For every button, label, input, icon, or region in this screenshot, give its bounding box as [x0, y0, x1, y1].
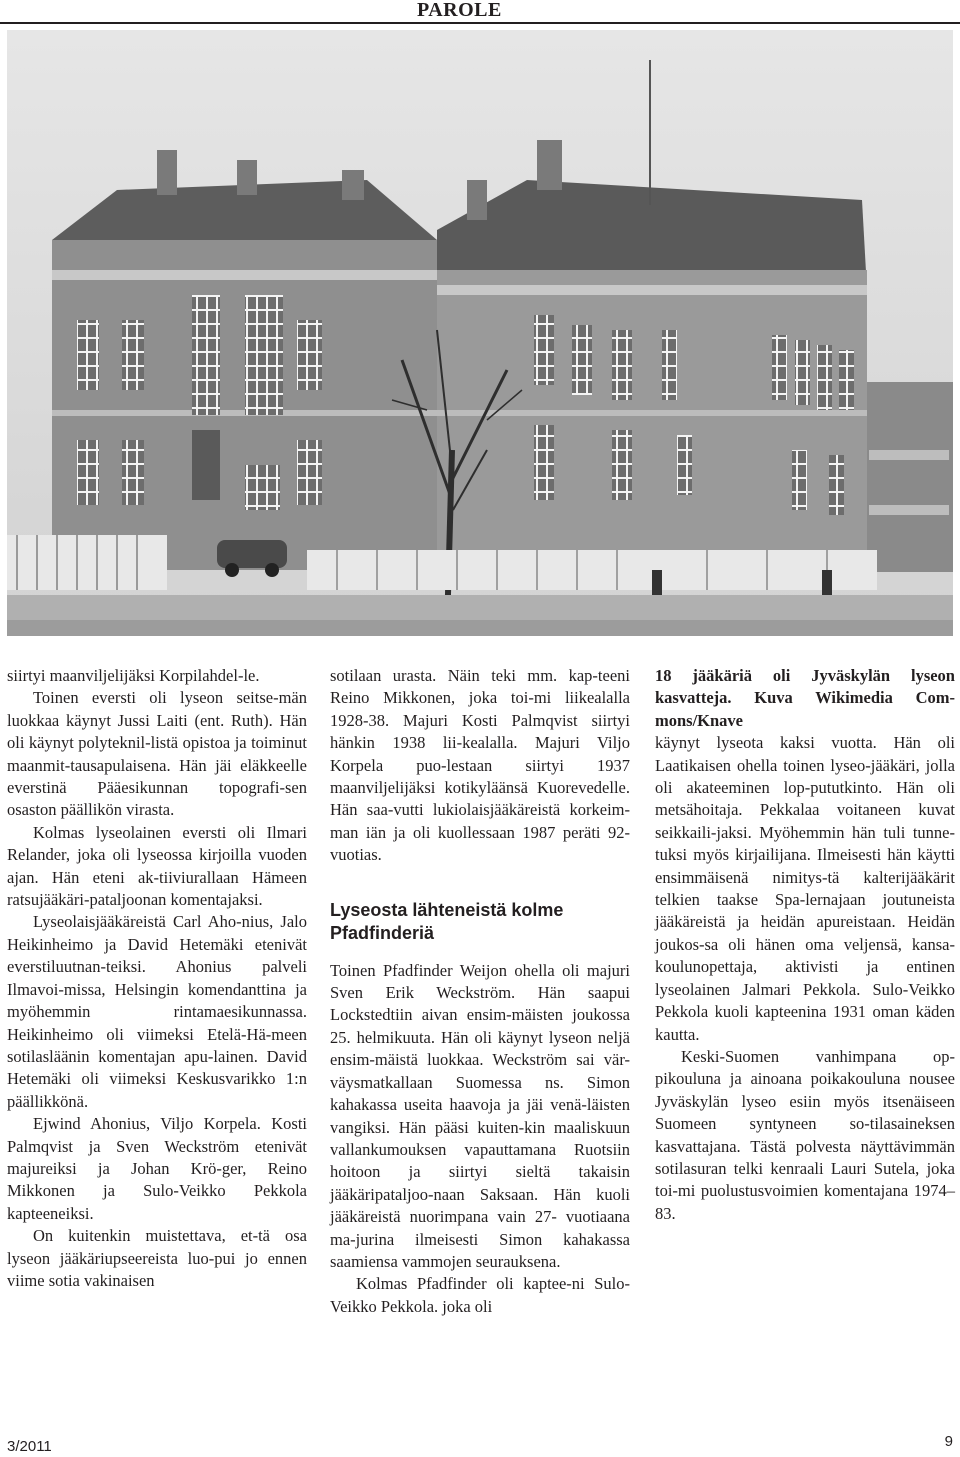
- paragraph: Lyseolaisjääkäreistä Carl Aho-nius, Jalo Heikinheimo ja David Hetemäki etenivät everstiluutnan-teiksi. Ahonius palveli Ilmavoi-missa, Helsingin komendanttina ja myöhemmin rintamaesikunnassa. Heikinheimo oli viimeksi Etelä-Hä-meen sotilasläänin komentajan apu-lainen. David Hetemäki oli viimeksi Keskusvarikko 1:n päällikkönä.: [7, 912, 307, 1111]
- magazine-title: PAROLE: [417, 0, 502, 21]
- page-number: 9: [944, 1433, 953, 1450]
- paragraph: On kuitenkin muistettava, et-tä osa lyseon jääkäriupseereista luo-pui jo ennen viime sotia vakinaisen: [7, 1226, 307, 1290]
- issue-number: 3/2011: [7, 1438, 52, 1455]
- paragraph: Kolmas lyseolainen eversti oli Ilmari Relander, joka oli lyseossa kirjoilla vuoden ajan. Hän eteni ak-tiiviurallaan Hämeen ratsujääkäri-pataljoonan komentajaksi.: [7, 822, 307, 910]
- building-photo: [7, 30, 953, 636]
- column-1: [7, 665, 307, 1292]
- section-heading: Lyseosta lähteneistä kolme Pfadfinderiä: [330, 899, 564, 943]
- paragraph: Ejwind Ahonius, Viljo Korpela. Kosti Palmqvist ja Sven Weckström etenivät majureiksi ja Johan Krö-ger, Reino Mikkonen ja Sulo-Veikko Pekkola kapteeneiksi.: [7, 1114, 307, 1223]
- paragraph: Keski-Suomen vanhimpana op-pikouluna ja ainoana poikakouluna nousee Jyväskylän lyseo esiin myös itsenäiseen Suomeen syntyneen so-tilasaineksen kasvattajana. Tästä polvesta näyttävimmän sotilasuran telki kenraali Lauri Sutela, joka toi-mi puolustusvoimien komentajana 1974–83.: [655, 1046, 955, 1223]
- paragraph: Toinen Pfadfinder Weijon ohella oli majuri Sven Erik Weckström. Hän saapui Lockstedtiin aivan ensim-mäisten joukossa 25. helmikuuta. Hän oli käynyt lyseon neljä ensim-mäistä luokkaa. Weckström sai vär-väysmatkallaan Suomessa ns. Simon kahakassa useita haavoja ja jäi venä-läisten vangiksi. Hän pääsi kuiten-kin maaliskuun vallankumouksen vapauttamana Ruotsiin hoitoon ja siirtyi sieltä takaisin jääkäripataljoo-naan Saksaan. Hän kuoli jääkäreistä nuorimpana vain 27- vuotiaana ma-jurina ilmeisesti Simon kahakassa saamiensa vammojen seurauksena.: [330, 960, 630, 1271]
- photo-caption: 18 jääkäriä oli Jyväskylän lyseon kasvatteja. Kuva Wikimedia Com-mons/Knave: [655, 666, 955, 730]
- paragraph: Kolmas Pfadfinder oli kaptee-ni Sulo-Veikko Pekkola. joka oli: [330, 1274, 630, 1316]
- paragraph: siirtyi maanviljelijäksi Korpilahdel-le.: [7, 666, 260, 685]
- paragraph: sotilaan urasta. Näin teki mm. kap-teeni Reino Mikkonen, joka toi-mi liikealalla 1928-38. Majuri Kosti Palmqvist siirtyi hänkin 1938 lii-kealalla. Majuri Viljo Korpela puo-lestaan siirtyi 1937 maanviljelijäksi kotikyläänsä Kuorevedelle. Hän saa-vutti lukiolaisjääkäreistä korkeim-man iän ja oli kuollessaan 1987 peräti 92-vuotias.: [330, 666, 630, 865]
- column-2: [330, 665, 630, 1318]
- paragraph: käynyt lyseota kaksi vuotta. Hän oli Laatikaisen ohella toinen lyseo-jääkäri, jolla oli akateeminen lop-pututkinto. Hän oli metsähoitaja. Pekkalaa voitaneen kuvat seikkaili-jaksi. Myöhemmin hän tuli tunne-tuksi myös kirjailijana. Ilmeisesti hän käytti ensimmäisenä nimitys-tä kalterijääkärit telkien taakse Spa-lernajaan joutuneista jääkäreistä ja heidän apureistaan. Heidän joukos-sa oli hänen oma veljensä, kansa-koulunopettaja, aktivisti ja entinen lyseolainen Jalmari Pekkola. Sulo-Veikko Pekkola kuoli kapteenina 1931 oman käden kautta.: [655, 733, 955, 1044]
- column-3: [655, 665, 955, 1225]
- header-rule: [0, 22, 960, 24]
- paragraph: Toinen eversti oli lyseon seitse-män luokkaa käynyt Jussi Laiti (ent. Ruth). Hän oli käynyt polyteknil-listä opistoa ja toiminut maanmit-tausapulaisena. Hän jäi eläkkeelle everstinä Pääesikunnan topografi-sen osaston päällikön virasta.: [7, 688, 307, 820]
